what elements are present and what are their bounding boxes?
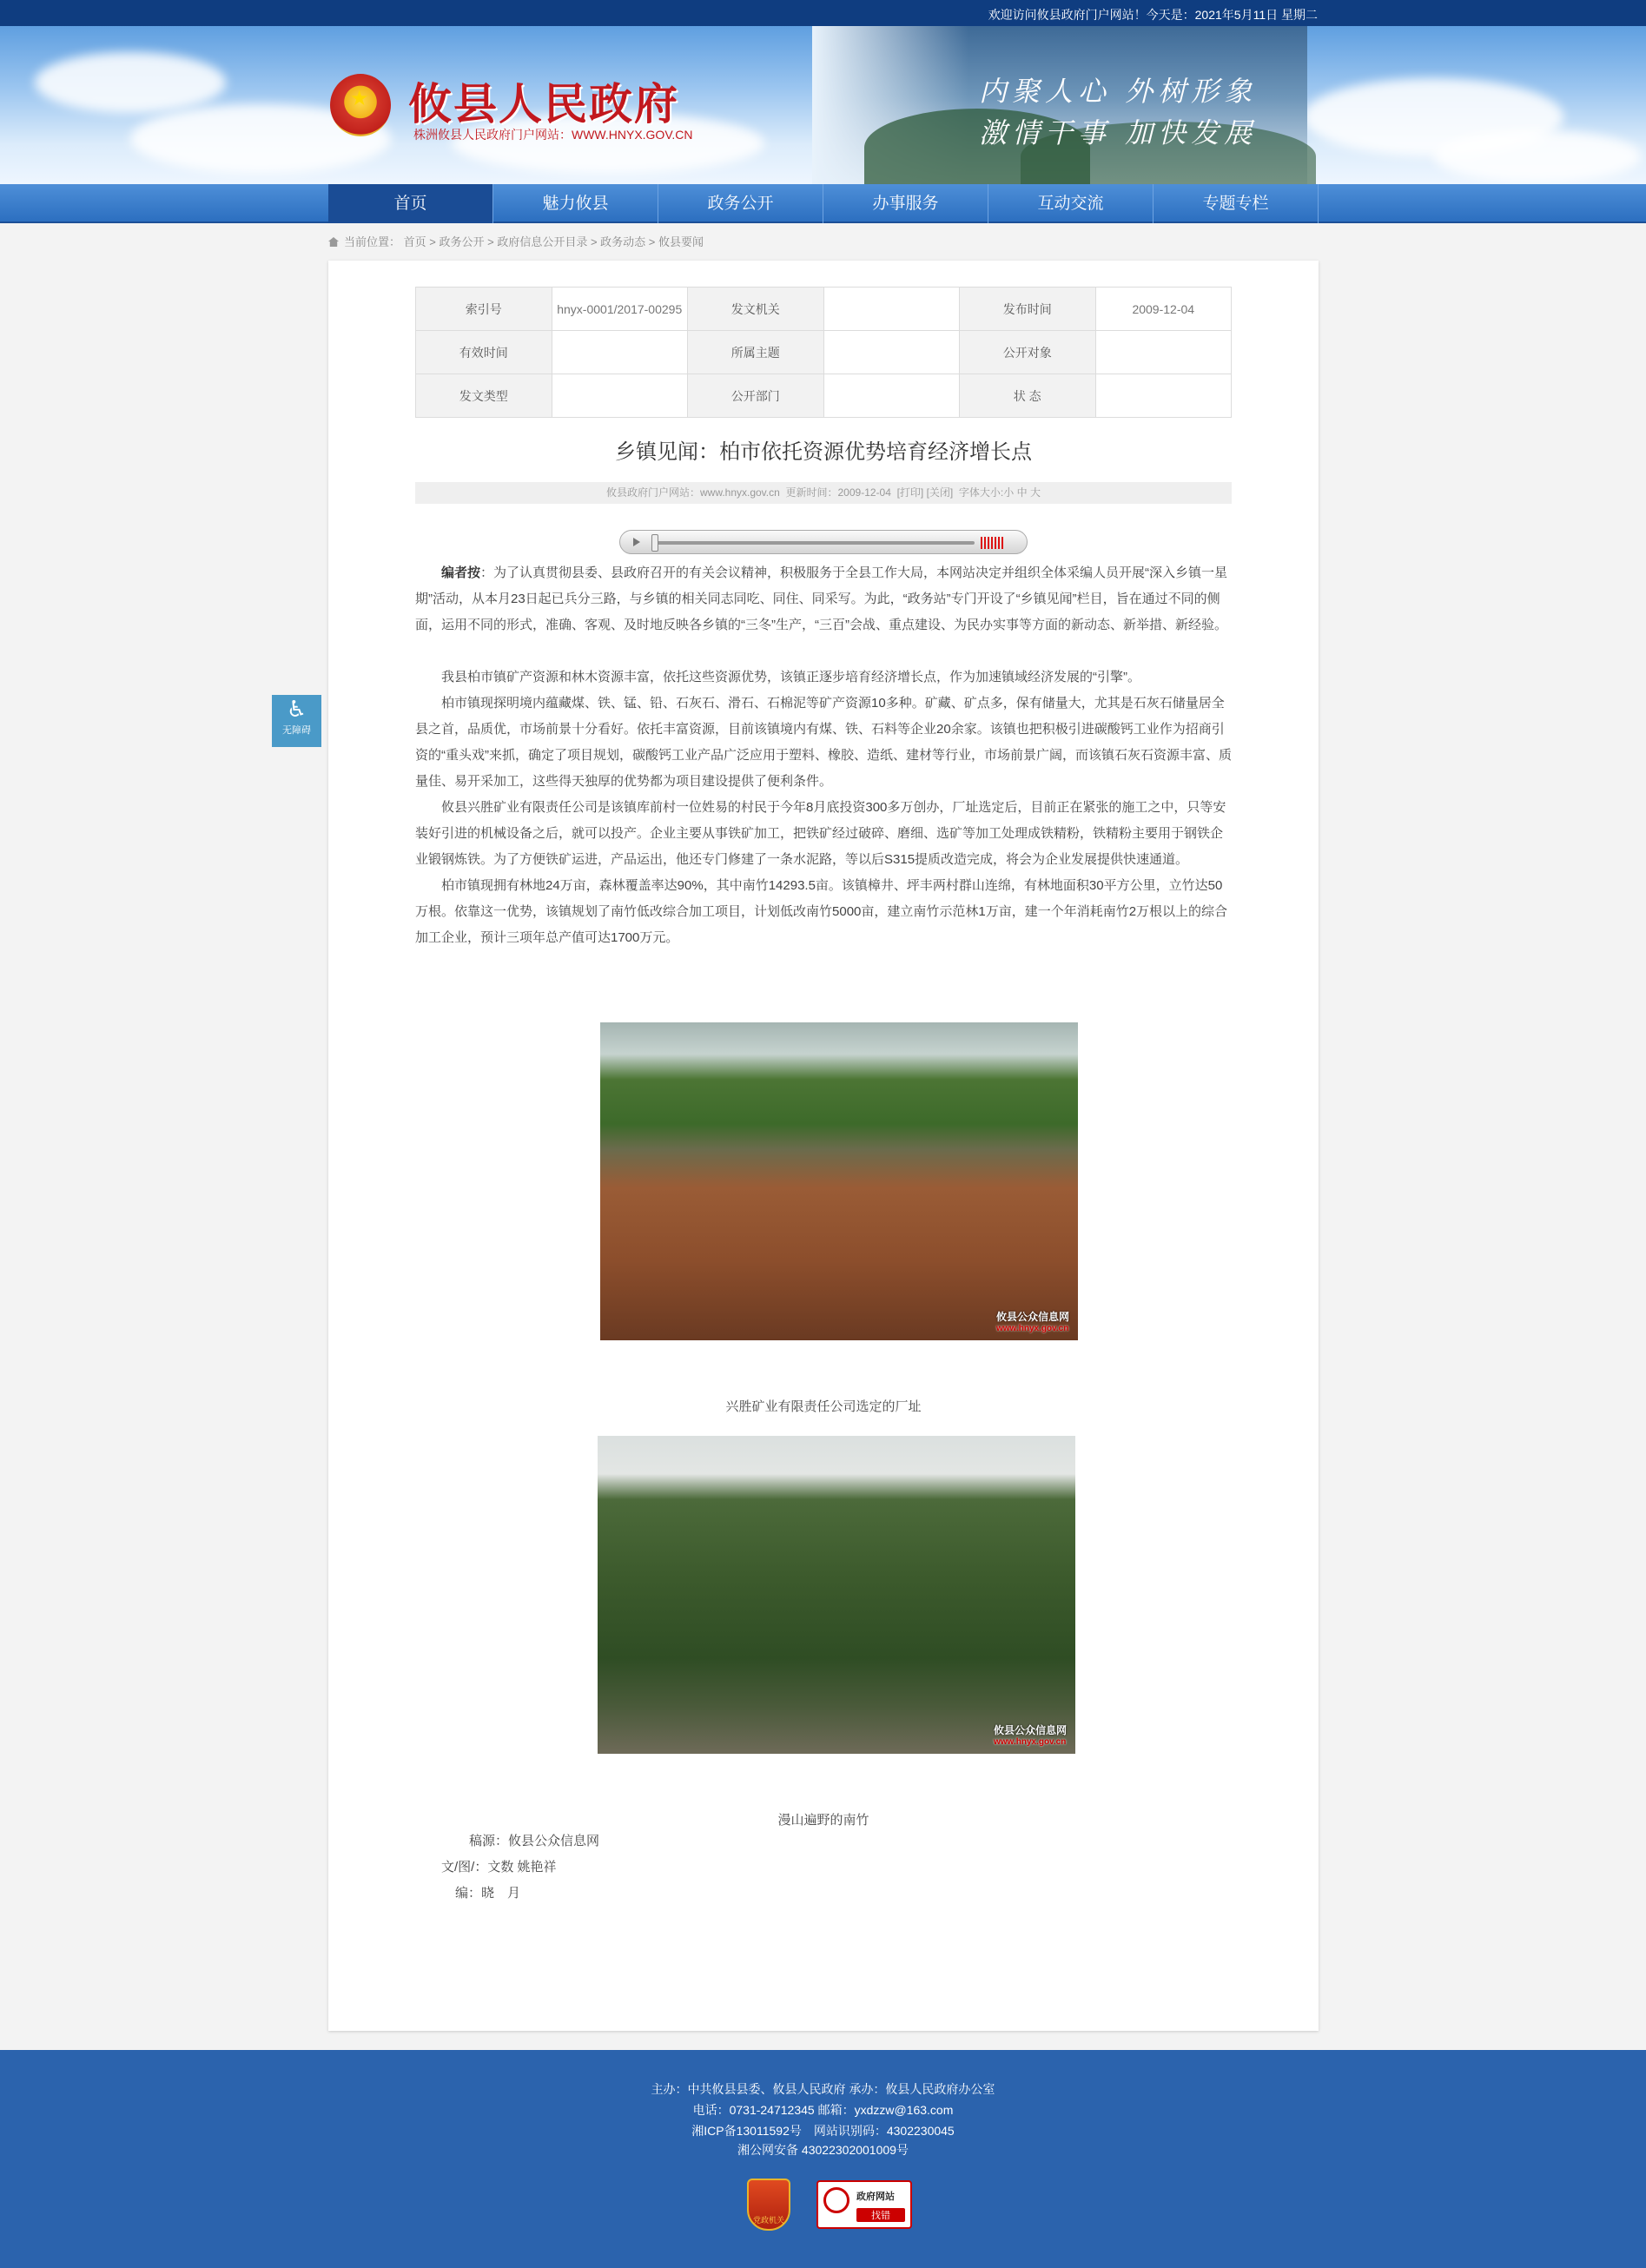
slogan-line-1: 内聚人心 外树形象 (979, 75, 1258, 108)
breadcrumb-home[interactable]: 首页 (403, 235, 426, 248)
breadcrumb: 当前位置： 首页 > 政务公开 > 政府信息公开目录 > 政务动态 > 攸县要闻 (328, 233, 704, 249)
print-link[interactable]: [打印] (896, 486, 924, 499)
topic-value (823, 331, 960, 374)
editor-note-text: ：为了认真贯彻县委、县政府召开的有关会议精神，积极服务于全县工作大局，本网站决定并组织全体采编人员开展“深入乡镇一星期”活动，从本月23日起已兵分三路，与乡镇的相关同志同吃、同住、同采写。为此，“政务站”专门开设了“乡镇见闻”栏目，旨在通过不同的侧面，运用不同的形式，准确、客观、及时地反映各乡镇的“三冬”生产，“三百”会战、重点建设、为民办实事等方面的新动态、新举措、新经验。 (415, 565, 1228, 632)
nav-item-charm[interactable]: 魅力攸县 (493, 184, 658, 223)
department-label: 公开部门 (688, 374, 824, 418)
footer-host: 主办：中共攸县县委、攸县人民政府 承办：攸县人民政府办公室 (651, 2082, 995, 2096)
doc-type-value (552, 374, 688, 418)
audience-value (1095, 331, 1232, 374)
font-large-link[interactable]: 大 (1029, 486, 1041, 499)
paragraph: 攸县兴胜矿业有限责任公司是该镇库前村一位姓易的村民于今年8月底投资300多万创办，厂址选定后，目前正在紧张的施工之中，只等安装好引进的机械设备之后，就可以投产。企业主要从事铁矿加工，把铁矿经过破碎、磨细、选矿等加工处理成铁精粉，铁精粉主要用于钢铁企业锻钢炼铁。为了方便铁矿运进，产品运出，他还专门修建了一条水泥路，等以后S315提质改造完成，将会为企业发展提供快速通道。 (415, 800, 1226, 867)
magnifier-icon (823, 2187, 849, 2213)
audience-label: 公开对象 (960, 331, 1096, 374)
status-label: 状 态 (960, 374, 1096, 418)
doc-type-label: 发文类型 (416, 374, 552, 418)
article-title: 乡镇见闻：柏市依托资源优势培育经济增长点 (615, 440, 1032, 464)
breadcrumb-news[interactable]: 政务动态 (600, 235, 646, 248)
progress-track[interactable] (653, 541, 975, 545)
editor-note-label: 编者按 (441, 565, 481, 580)
site-error-report-badge[interactable] (816, 2180, 912, 2229)
issuer-value (823, 288, 960, 331)
home-icon (328, 237, 339, 247)
site-footer (0, 2050, 1646, 2268)
status-value (1095, 374, 1232, 418)
photo-watermark: 攸县公众信息网 www.hnyx.gov.cn (995, 1311, 1069, 1333)
article-signoff (441, 1828, 599, 1907)
paragraph: 柏市镇现拥有林地24万亩，森林覆盖率达90%，其中南竹14293.5亩。该镇樟井、坪丰两村群山连绵，有林地面积30平方公里，立竹达50万根。依靠这一优势，该镇规划了南竹低改综合加工项目，计划低改南竹5000亩，建立南竹示范林1万亩，建一个年消耗南竹2万根以上的综合加工企业，预计三项年总产值可达1700万元。 (415, 878, 1228, 945)
badge-text: 找错 (856, 2208, 905, 2222)
progress-handle[interactable] (651, 534, 658, 552)
publish-date-label: 发布时间 (960, 288, 1096, 331)
main-nav (0, 184, 1646, 223)
editor-note (415, 560, 1232, 638)
accessibility-label: 无障碍 (282, 725, 311, 736)
wheelchair-icon: ♿ (286, 696, 307, 722)
photo-caption: 漫山遍野的南竹 (777, 1813, 869, 1828)
update-time: 2009-12-04 (837, 486, 891, 499)
photo-caption: 兴胜矿业有限责任公司选定的厂址 (725, 1399, 922, 1414)
article-info-bar (415, 482, 1232, 504)
table-row (416, 331, 1232, 374)
audio-player (619, 530, 1028, 554)
font-small-link[interactable]: 小 (1003, 486, 1015, 499)
national-emblem-icon (330, 74, 391, 136)
badge-label: 党政机关 (752, 2216, 784, 2225)
font-medium-link[interactable]: 中 (1016, 486, 1028, 499)
welcome-text: 欢迎访问攸县政府门户网站！今天是：2021年5月11日 星期二 (988, 8, 1318, 22)
slogan-line-2: 激情干事 加快发展 (979, 116, 1258, 149)
paragraph: 我县柏市镇矿产资源和林木资源丰富，依托这些资源优势，该镇正逐步培育经济增长点，作为加速镇域经济发展的“引擎”。 (441, 670, 1140, 684)
close-link[interactable]: [关闭] (926, 486, 954, 499)
play-icon[interactable] (629, 535, 643, 549)
signoff-editor: 编：晓 月 (455, 1886, 521, 1901)
index-value: hnyx-0001/2017-00295 (552, 288, 688, 331)
breadcrumb-prefix: 当前位置： (344, 235, 401, 248)
blank-line (415, 638, 1232, 665)
breadcrumb-gov-affairs[interactable]: 政务公开 (439, 235, 485, 248)
nav-item-home[interactable]: 首页 (328, 184, 493, 223)
mining-site-photo (600, 1022, 1078, 1340)
nav-item-topics[interactable]: 专题专栏 (1154, 184, 1319, 223)
valid-time-value (552, 331, 688, 374)
info-table (415, 287, 1232, 418)
footer-police[interactable]: 湘公网安备 43022302001009号 (737, 2143, 909, 2157)
paragraph: 柏市镇现探明境内蕴藏煤、铁、锰、铅、石灰石、滑石、石棉泥等矿产资源10多种。矿藏、矿点多，保有储量大，尤其是石灰石储量居全县之首，品质优，市场前景十分看好。依托丰富资源，目前该镇境内有煤、铁、石料等企业20余家。该镇也把积极引进碳酸钙工业作为招商引资的“重头戏”来抓，确定了项目规划，碳酸钙工业产品广泛应用于塑料、橡胶、造纸、建材等行业，市场前景广阔，而该镇石灰石资源丰富、质量佳、易开采加工，这些得天独厚的优势都为项目建设提供了便利条件。 (415, 696, 1232, 789)
breadcrumb-county-news[interactable]: 攸县要闻 (658, 235, 704, 248)
party-gov-badge-icon[interactable] (747, 2179, 790, 2231)
index-label: 索引号 (416, 288, 552, 331)
topic-label: 所属主题 (688, 331, 824, 374)
nav-item-interaction[interactable]: 互动交流 (988, 184, 1154, 223)
department-value (823, 374, 960, 418)
publish-date-value: 2009-12-04 (1095, 288, 1232, 331)
article-body (415, 560, 1232, 951)
table-row (416, 288, 1232, 331)
footer-icp[interactable]: 湘ICP备13011592号 网站识别码：4302230045 (691, 2124, 955, 2138)
footer-contact: 电话：0731-24712345 邮箱：yxdzzw@163.com (692, 2103, 954, 2117)
volume-icon[interactable] (981, 537, 1003, 549)
content-panel (328, 261, 1319, 2031)
accessibility-button[interactable] (272, 695, 321, 747)
bamboo-forest-photo (598, 1436, 1075, 1754)
site-subtitle: 株洲攸县人民政府门户网站：WWW.HNYX.GOV.CN (413, 128, 693, 142)
nav-item-gov-affairs[interactable]: 政务公开 (658, 184, 823, 223)
table-row (416, 374, 1232, 418)
article-source: 攸县政府门户网站：www.hnyx.gov.cn (605, 486, 780, 499)
nav-item-services[interactable]: 办事服务 (823, 184, 988, 223)
top-bar (0, 0, 1646, 26)
badge-text: 政府网站 (856, 2192, 895, 2202)
issuer-label: 发文机关 (688, 288, 824, 331)
photo-watermark: 攸县公众信息网 www.hnyx.gov.cn (993, 1724, 1067, 1747)
font-size-label: 字体大小: (958, 486, 1004, 499)
signoff-author: 文/图/：文数 姚艳祥 (441, 1860, 557, 1875)
site-title[interactable]: 攸县人民政府 (408, 78, 679, 129)
signoff-source: 稿源：攸县公众信息网 (469, 1834, 600, 1848)
breadcrumb-catalog[interactable]: 政府信息公开目录 (497, 235, 588, 248)
update-time-label: 更新时间： (785, 486, 838, 499)
valid-time-label: 有效时间 (416, 331, 552, 374)
